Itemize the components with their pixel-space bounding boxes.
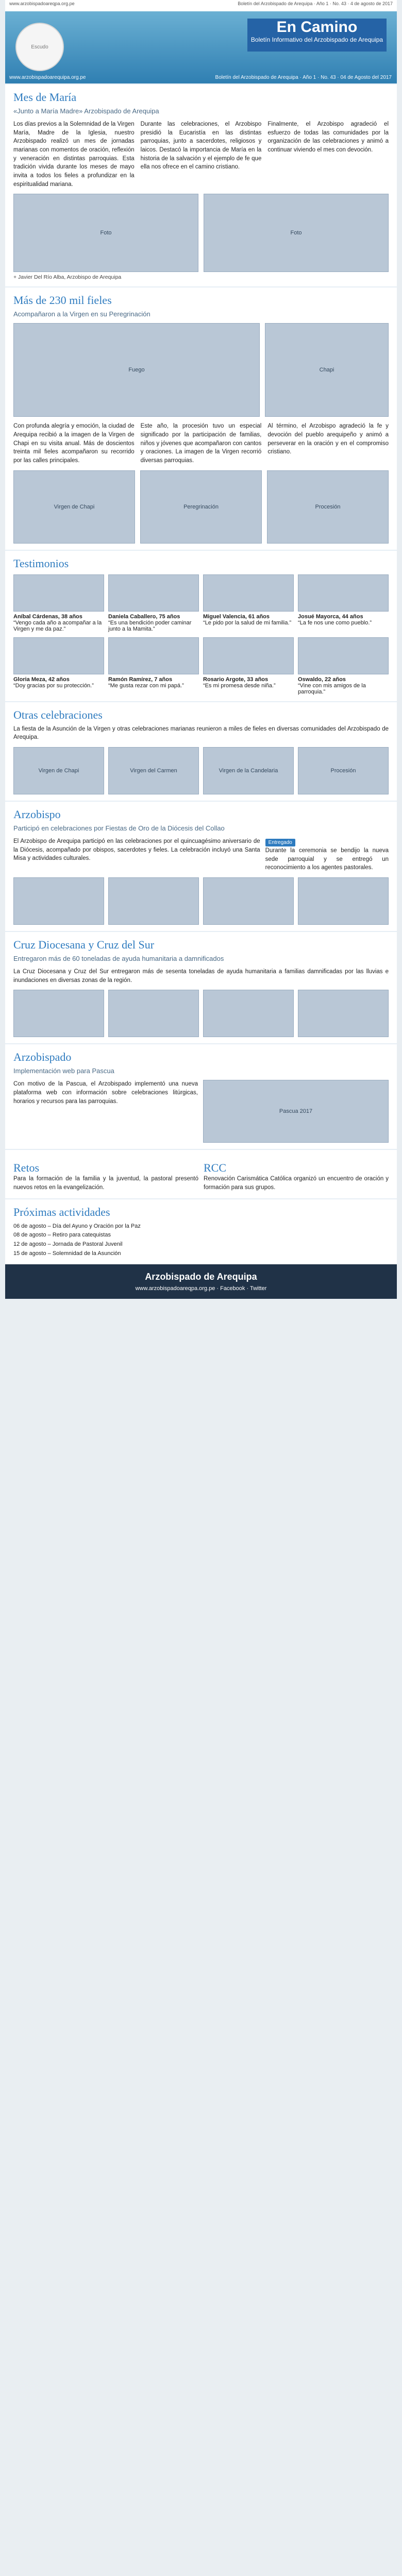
- testimonial-photo: [13, 574, 104, 612]
- photo-celebration: Procesión: [298, 747, 389, 794]
- header: [5, 11, 397, 83]
- brand-title: En Camino: [276, 19, 358, 36]
- article-col-2: Este año, la procesión tuvo un especial significado por la participación de familias, niños y jóvenes que acompañaron con cantos y oraciones. La imagen de la Virgen recorrió diversas parroquias.: [140, 423, 262, 464]
- article-text: La fiesta de la Asunción de la Virgen y otras celebraciones marianas reunieron a miles de fieles en diversas comunidades del Arzobispado de Arequipa.: [13, 725, 389, 741]
- article-text: La Cruz Diocesana y Cruz del Sur entregaron más de sesenta toneladas de ayuda humanitaria a familias damnificadas por las lluvias e inundaciones en diversas zonas de la región.: [13, 969, 389, 984]
- testimonial-card: [203, 574, 294, 632]
- footer-title: Arzobispado de Arequipa: [145, 1272, 257, 1282]
- photo-celebration: Virgen de la Candelaria: [203, 747, 294, 794]
- top-strip: [5, 0, 397, 11]
- article-text: Para la formación de la familia y la juventud, la pastoral presentó nuevos retos en la evangelización.: [13, 1176, 198, 1191]
- footer-links[interactable]: www.arzobispadoareqpa.org.pe · Facebook · Twitter: [135, 1285, 267, 1292]
- article-text: Con motivo de la Pascua, el Arzobispado implementó una nueva plataforma web con información sobre celebraciones litúrgicas, horarios y recursos para las parroquias.: [13, 1081, 198, 1105]
- testimonial-text: “Es mi promesa desde niña.”: [203, 682, 276, 689]
- web-card[interactable]: Pascua 2017: [203, 1080, 389, 1143]
- testimonial-photo: [108, 637, 199, 674]
- activity-item: 12 de agosto – Jornada de Pastoral Juvenil: [13, 1241, 123, 1247]
- testimonial-text: “Doy gracias por su protección.”: [13, 682, 94, 689]
- footer: [5, 1264, 397, 1299]
- testimonial-text: “La fe nos une como pueblo.”: [298, 619, 372, 626]
- section-subtitle: Acompañaron a la Virgen en su Peregrinación: [13, 310, 150, 318]
- testimonial-text: “Es una bendición poder caminar junto a la Mamita.”: [108, 619, 192, 632]
- section-web: [5, 1043, 397, 1149]
- section-title: Retos: [13, 1161, 40, 1175]
- photo-fireworks: Fuego: [13, 323, 260, 417]
- header-url[interactable]: www.arzobispadoarequipa.org.pe: [9, 75, 86, 80]
- section-title: Testimonios: [13, 556, 69, 570]
- testimonial-text: “Vine con mis amigos de la parroquia.”: [298, 682, 366, 695]
- top-left-text: www.arzobispadoareqpa.org.pe: [9, 1, 75, 6]
- testimonial-name: Gloria Meza, 42 años: [13, 676, 70, 683]
- photo-aid: [13, 990, 104, 1037]
- testimonial-text: “Vengo cada año a acompañar a la Virgen y me da paz.”: [13, 619, 102, 632]
- photo-event: [298, 877, 389, 925]
- photo-aid: [108, 990, 199, 1037]
- brand-subtitle: Boletín Informativo del Arzobispado de Arequipa: [250, 36, 383, 43]
- testimonial-name: Josué Mayorca, 44 años: [298, 613, 363, 620]
- photo-celebration: Virgen de Chapi: [13, 747, 104, 794]
- section-title: Próximas actividades: [13, 1205, 110, 1218]
- article-col-1: Los días previos a la Solemnidad de la Virgen María, Madre de la Iglesia, nuestro Arzobispado realizó un mes de jornadas marianas con momentos de oración, reflexión y veneración en distintas parroquias. Esta tradición vivida durante los meses de mayo invita a todos los fieles a profundizar en la espiritualidad mariana.: [13, 121, 135, 188]
- arzobispado-logo: Escudo: [15, 23, 64, 71]
- photo-event: [108, 877, 199, 925]
- box-text: Durante la ceremonia se bendijo la nueva sede parroquial y se entregó un reconocimiento a los agentes pastorales.: [265, 848, 389, 871]
- photo-event: [203, 877, 294, 925]
- top-right-text: Boletín del Arzobispado de Arequipa · Año 1 · No. 43 · 4 de agosto de 2017: [238, 1, 393, 6]
- section-title: Arzobispado: [13, 1050, 72, 1064]
- photo-event: [13, 877, 104, 925]
- testimonial-text: “Le pido por la salud de mi familia.”: [203, 619, 292, 626]
- activity-item: 06 de agosto – Día del Ayuno y Oración por la Paz: [13, 1223, 141, 1229]
- testimonial-text: “Me gusta rezar con mi papá.”: [108, 682, 184, 689]
- testimonial-photo: [203, 637, 294, 674]
- testimonial-name: Ramón Ramírez, 7 años: [108, 676, 173, 683]
- section-subtitle: Entregaron más de 60 toneladas de ayuda humanitaria a damnificados: [13, 955, 224, 963]
- section-title: Arzobispo: [13, 808, 61, 821]
- section-cruz: [5, 931, 397, 1043]
- article-col-1: Con profunda alegría y emoción, la ciudad de Arequipa recibió a la imagen de la Virgen de Chapi en su visita anual. Más de doscientos treinta mil fieles acompañaron su recorrido por las calles principales.: [13, 423, 135, 464]
- brand-box: [247, 19, 387, 52]
- testimonial-photo: [203, 574, 294, 612]
- photo-archbishop: Foto: [13, 194, 198, 272]
- article-text: Renovación Carismática Católica organizó un encuentro de oración y formación para sus grupos.: [204, 1176, 389, 1191]
- section-title: Mes de María: [13, 91, 77, 104]
- testimonial-name: Daniela Caballero, 75 años: [108, 613, 180, 620]
- photo-mass: Foto: [204, 194, 389, 272]
- article-col-3: Finalmente, el Arzobispo agradeció el esfuerzo de todas las comunidades por la organización de las celebraciones y animó a continuar viviendo el mes con devoción.: [267, 121, 389, 154]
- section-title: RCC: [204, 1161, 227, 1175]
- photo-procession: Procesión: [267, 470, 389, 544]
- testimonial-photo: [298, 574, 389, 612]
- article-text: El Arzobispo de Arequipa participó en las celebraciones por el quincuagésimo aniversario de la Diócesis, acompañado por obispos, sacerdotes y fieles. La celebración incluyó una Santa Misa y actividades culturales.: [13, 838, 260, 862]
- section-title: Otras celebraciones: [13, 708, 103, 721]
- section-title: Cruz Diocesana y Cruz del Sur: [13, 938, 155, 952]
- section-mes-maria: [5, 83, 397, 286]
- testimonial-card: [203, 637, 294, 695]
- section-otras-celebraciones: [5, 701, 397, 801]
- section-title: Más de 230 mil fieles: [13, 294, 112, 307]
- article-col-2: Durante las celebraciones, el Arzobispo presidió la Eucaristía en las distintas parroquias, junto a sacerdotes, religiosos y laicos. Destacó la importancia de María en la historia de la salvación y el ejemplo de fe que ella nos ofrece en el camino cristiano.: [140, 121, 262, 171]
- section-proximas: [5, 1198, 397, 1264]
- testimonial-photo: [108, 574, 199, 612]
- photo-celebration: Virgen del Carmen: [108, 747, 199, 794]
- photo-pilgrimage: Peregrinación: [140, 470, 262, 544]
- activity-item: 08 de agosto – Retiro para catequistas: [13, 1232, 111, 1239]
- testimonial-card: [108, 637, 199, 695]
- box-title: Entregado: [265, 839, 295, 846]
- page: [5, 0, 397, 1299]
- testimonial-photo: [298, 637, 389, 674]
- section-subtitle: Participó en celebraciones por Fiestas de Oro de la Diócesis del Collao: [13, 824, 225, 833]
- section-testimonios: [5, 550, 397, 701]
- section-arzobispo: [5, 801, 397, 931]
- header-date: Boletín del Arzobispado de Arequipa · Año 1 · No. 43 · 04 de Agosto del 2017: [215, 75, 392, 80]
- testimonial-name: Oswaldo, 22 años: [298, 676, 346, 683]
- testimonial-card: [13, 574, 104, 632]
- article-col-3: Al término, el Arzobispo agradeció la fe y devoción del pueblo arequipeño y animó a perseverar en la oración y en el compromiso cristiano.: [267, 423, 389, 455]
- section-subtitle: «Junto a María Madre» Arzobispado de Arequipa: [13, 107, 159, 115]
- activity-item: 15 de agosto – Solemnidad de la Asunción: [13, 1250, 121, 1257]
- photo-aid: [203, 990, 294, 1037]
- testimonial-photo: [13, 637, 104, 674]
- testimonial-card: [13, 637, 104, 695]
- section-230-mil: [5, 286, 397, 549]
- photo-virgin: Chapi: [265, 323, 389, 417]
- photo-caption: + Javier Del Río Alba, Arzobispo de Arequipa: [13, 274, 122, 281]
- testimonial-name: Miguel Valencia, 61 años: [203, 613, 270, 620]
- section-subtitle: Implementación web para Pascua: [13, 1067, 114, 1075]
- testimonial-card: [298, 637, 389, 695]
- testimonial-card: [298, 574, 389, 632]
- testimonial-card: [108, 574, 199, 632]
- section-retos-rcc: [5, 1149, 397, 1198]
- testimonial-name: Aníbal Cárdenas, 38 años: [13, 613, 82, 620]
- testimonial-name: Rosario Argote, 33 años: [203, 676, 269, 683]
- photo-virgin-chapi: Virgen de Chapi: [13, 470, 135, 544]
- photo-aid: [298, 990, 389, 1037]
